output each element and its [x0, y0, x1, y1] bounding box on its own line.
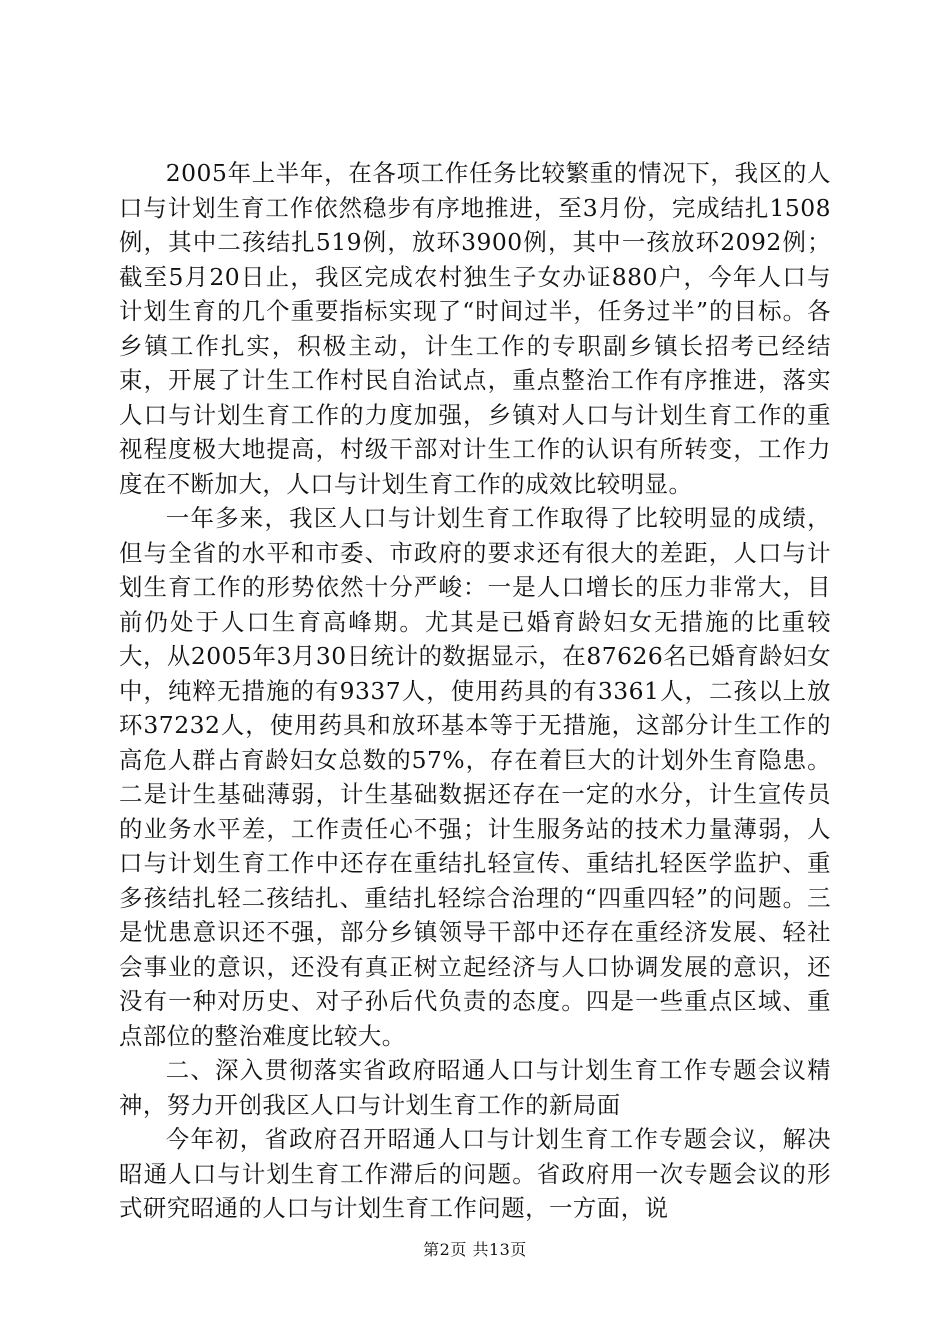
- document-body: [119, 156, 831, 1226]
- paragraph-2: 一年多来，我区人口与计划生育工作取得了比较明显的成绩，但与全省的水平和市委、市政府的要求还有很大的差距，人口与计划生育工作的形势依然十分严峻：一是人口增长的压力非常大，目前仍处于人口生育高峰期。尤其是已婚育龄妇女无措施的比重较大，从2005年3月30日统计的数据显示，在87626名已婚育龄妇女中，纯粹无措施的有9337人，使用药具的有3361人，二孩以上放环37232人，使用药具和放环基本等于无措施，这部分计生工作的高危人群占育龄妇女总数的57%，存在着巨大的计划外生育隐患。二是计生基础薄弱，计生基础数据还存在一定的水分，计生宣传员的业务水平差，工作责任心不强；计生服务站的技术力量薄弱，人口与计划生育工作中还存在重结扎轻宣传、重结扎轻医学监护、重多孩结扎轻二孩结扎、重结扎轻综合治理的“四重四轻”的问题。三是忧患意识还不强，部分乡镇领导干部中还存在重经济发展、轻社会事业的意识，还没有真正树立起经济与人口协调发展的意识，还没有一种对历史、对子孙后代负责的态度。四是一些重点区域、重点部位的整治难度比较大。: [119, 504, 831, 1050]
- section-heading: 二、深入贯彻落实省政府昭通人口与计划生育工作专题会议精神，努力开创我区人口与计划生育工作的新局面: [119, 1056, 831, 1119]
- page-number-footer: 第2页 共13页: [423, 1240, 527, 1259]
- paragraph-1: 2005年上半年，在各项工作任务比较繁重的情况下，我区的人口与计划生育工作依然稳步有序地推进，至3月份，完成结扎1508例，其中二孩结扎519例，放环3900例，其中一孩放环2092例；截至5月20日止，我区完成农村独生子女办证880户，今年人口与计划生育的几个重要指标实现了“时间过半，任务过半”的目标。各乡镇工作扎实，积极主动，计生工作的专职副乡镇长招考已经结束，开展了计生工作村民自治试点，重点整治工作有序推进，落实人口与计划生育工作的力度加强，乡镇对人口与计划生育工作的重视程度极大地提高，村级干部对计生工作的认识有所转变，工作力度在不断加大，人口与计划生育工作的成效比较明显。: [119, 159, 831, 498]
- paragraph-3: 今年初，省政府召开昭通人口与计划生育工作专题会议，解决昭通人口与计划生育工作滞后的问题。省政府用一次专题会议的形式研究昭通的人口与计划生育工作问题，一方面，说: [119, 1125, 831, 1222]
